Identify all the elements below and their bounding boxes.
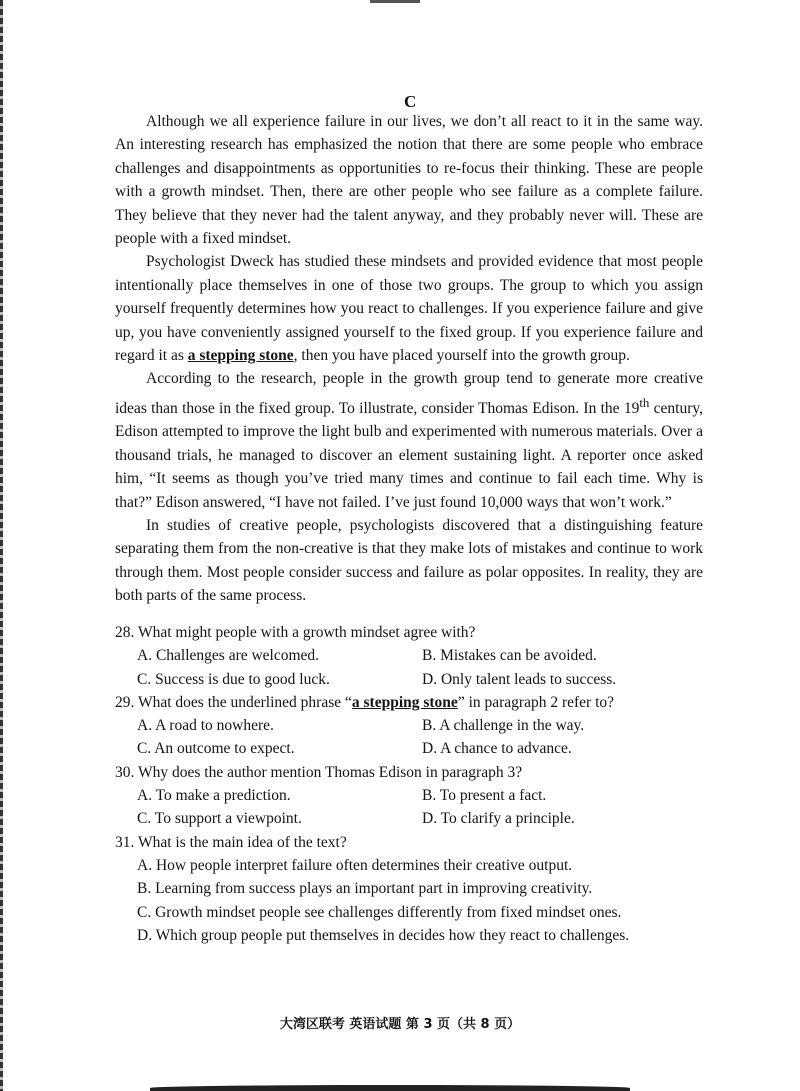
option: D. To clarify a principle. [422,810,575,828]
paragraph-2 [115,250,703,367]
paragraph-3 [115,367,703,514]
scan-mark [370,0,420,3]
option: D. A chance to advance. [422,740,572,758]
question-28: 28. What might people with a growth mindset agree with? [115,624,476,641]
paragraph-1: Although we all experience failure in our lives, we don’t all react to it in the same way. An interesting research has emphasized the notion that there are some people who embrace challenges and disappointments as opportunities to re-focus their thinking. These are people with a growth mindset. Then, there are other people who see failure as a complete failure. They believe that they never had the talent anyway, and they probably never will. These are people with a fixed mindset. [115,113,703,248]
option: C. An outcome to expect. [137,740,295,758]
passage [115,110,703,608]
question-29-options [115,714,715,761]
option: C. To support a viewpoint. [137,810,302,828]
option: A. Challenges are welcomed. [137,647,320,665]
option: B. Learning from success plays an important part in improving creativity. [137,880,593,898]
section-label: C [404,92,417,111]
option: D. Only talent leads to success. [422,670,617,688]
question-30: 30. Why does the author mention Thomas Edison in paragraph 3? [115,763,523,781]
question-29 [115,691,715,714]
underlined-phrase: a stepping stone [187,347,294,365]
paragraph-2-text-b: , then you have placed yourself into the growth group. [293,347,630,365]
paragraph-3-text-b: century, Edison attempted to improve the light bulb and experimented with numerous materials. Over a thousand trials, he managed to discover an element sustaining light. A reporter once asked him, “It seems as though you’ve tried many times and continue to fail each time. Why is that?” Edison answered, “I have not failed. I’ve just found 10,000 ways that won’t work.” [115,400,703,511]
paragraph-3-text-a: According to the research, people in the growth group tend to generate more creative ideas than those in the fixed group. To illustrate, consider Thomas Edison. In the 19 [115,370,703,418]
question-31-options [115,854,715,947]
option: C. Growth mindset people see challenges differently from fixed mindset ones. [137,903,622,921]
question-29-text-b: ” in paragraph 2 refer to? [457,693,615,711]
option: B. A challenge in the way. [422,717,585,735]
option: D. Which group people put themselves in decides how they react to challenges. [137,926,630,944]
option: A. How people interpret failure often determines their creative output. [137,856,573,874]
questions [115,621,715,947]
option: A. A road to nowhere. [137,717,274,735]
option: B. Mistakes can be avoided. [422,647,597,665]
page-footer: 大湾区联考 英语试题 第 3 页（共 8 页） [279,1017,521,1032]
question-30-options [115,784,715,831]
question-28-options [115,644,715,691]
superscript: th [639,394,650,410]
question-29-text-a: 29. What does the underlined phrase “ [115,693,352,711]
option: C. Success is due to good luck. [137,670,330,688]
paragraph-4: In studies of creative people, psychologists discovered that a distinguishing feature separating them from the non-creative is that they make lots of mistakes and continue to work through them. Most people consider success and failure as polar opposites. In reality, they are both parts of the same process. [115,517,703,605]
paragraph-2-text-a: Psychologist Dweck has studied these mindsets and provided evidence that most people intentionally place themselves in one of those two groups. The group to which you assign yourself frequently determines how you react to challenges. If you experience failure and give up, you have conveniently assigned yourself to the fixed group. If you experience failure and regard it as [115,253,703,365]
option: A. To make a prediction. [137,787,291,805]
option: B. To present a fact. [422,787,547,805]
question-31: 31. What is the main idea of the text? [115,833,347,851]
scan-edge [0,0,3,1091]
scan-edge-bottom [150,1085,630,1091]
underlined-phrase: a stepping stone [351,693,458,711]
